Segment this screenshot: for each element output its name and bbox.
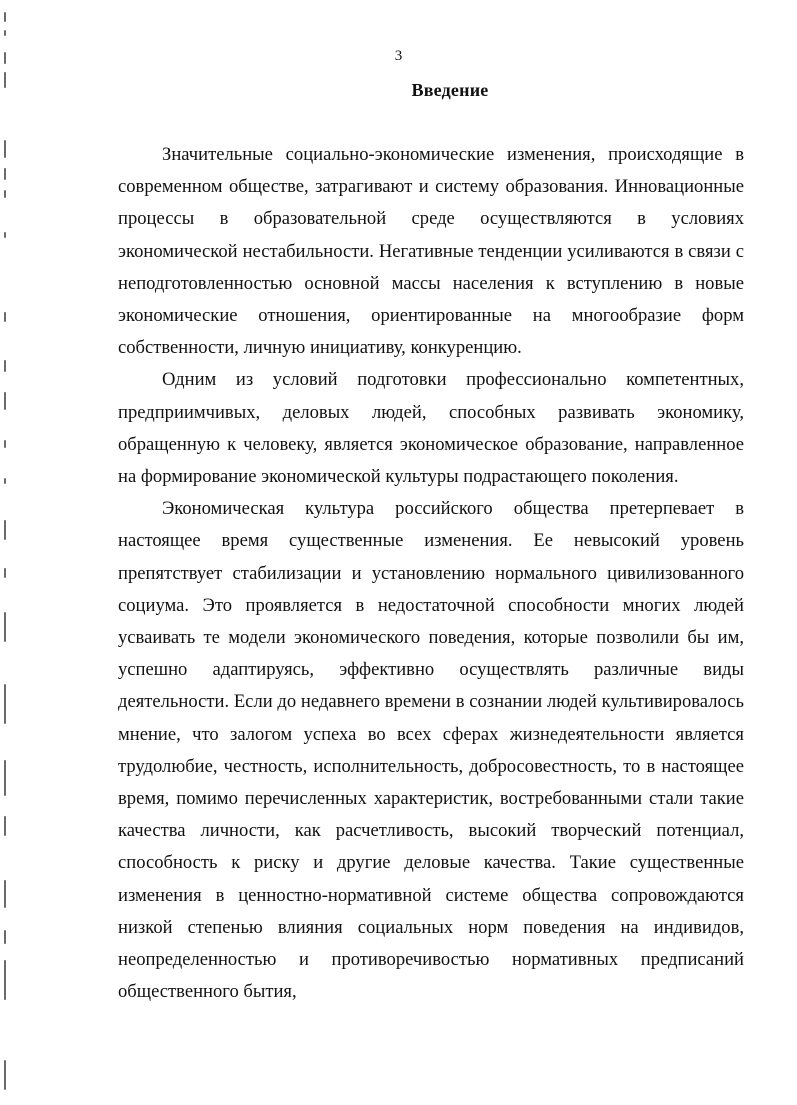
paragraph: Одним из условий подготовки профессионально компетентных, предприимчивых, деловых людей, способных развивать экономику, обращенную к человеку, является экономическое образование, направленное на формирование экономической культуры подрастающего поколения. [118, 369, 744, 488]
scan-margin-artifacts [0, 0, 18, 1105]
body-text [118, 139, 744, 1008]
paragraph: Значительные социально-экономические изменения, происходящие в современном обществе, затрагивают и систему образования. Инновационные процессы в образовательной среде осуществляются в условиях экономической нестабильности. Негативные тенденции усиливаются в связи с неподготовленностью основной массы населения к вступлению в новые экономические отношения, ориентированные на многообразие форм собственности, личную инициативу, конкуренцию. [118, 144, 744, 359]
section-heading: Введение [411, 80, 489, 100]
page-number: 3 [394, 48, 403, 64]
paragraph: Экономическая культура российского общества претерпевает в настоящее время существенные изменения. Ее невысокий уровень препятствует стабилизации и установлению нормального цивилизованного социума. Это проявляется в недостаточной способности многих людей усваивать те модели экономического поведения, которые позволили бы им, успешно адаптируясь, эффективно осуществлять различные виды деятельности. Если до недавнего времени в сознании людей культивировалось мнение, что залогом успеха во всех сферах жизнедеятельности является трудолюбие, честность, исполнительность, добросовестность, то в настоящее время, помимо перечисленных характеристик, востребованными стали такие качества личности, как расчетливость, высокий творческий потенциал, способность к риску и другие деловые качества. Такие существенные изменения в ценностно-нормативной системе общества сопровождаются низкой степенью влияния социальных норм поведения на индивидов, неопределенностью и противоречивостью нормативных предписаний общественного бытия, [118, 498, 744, 1003]
